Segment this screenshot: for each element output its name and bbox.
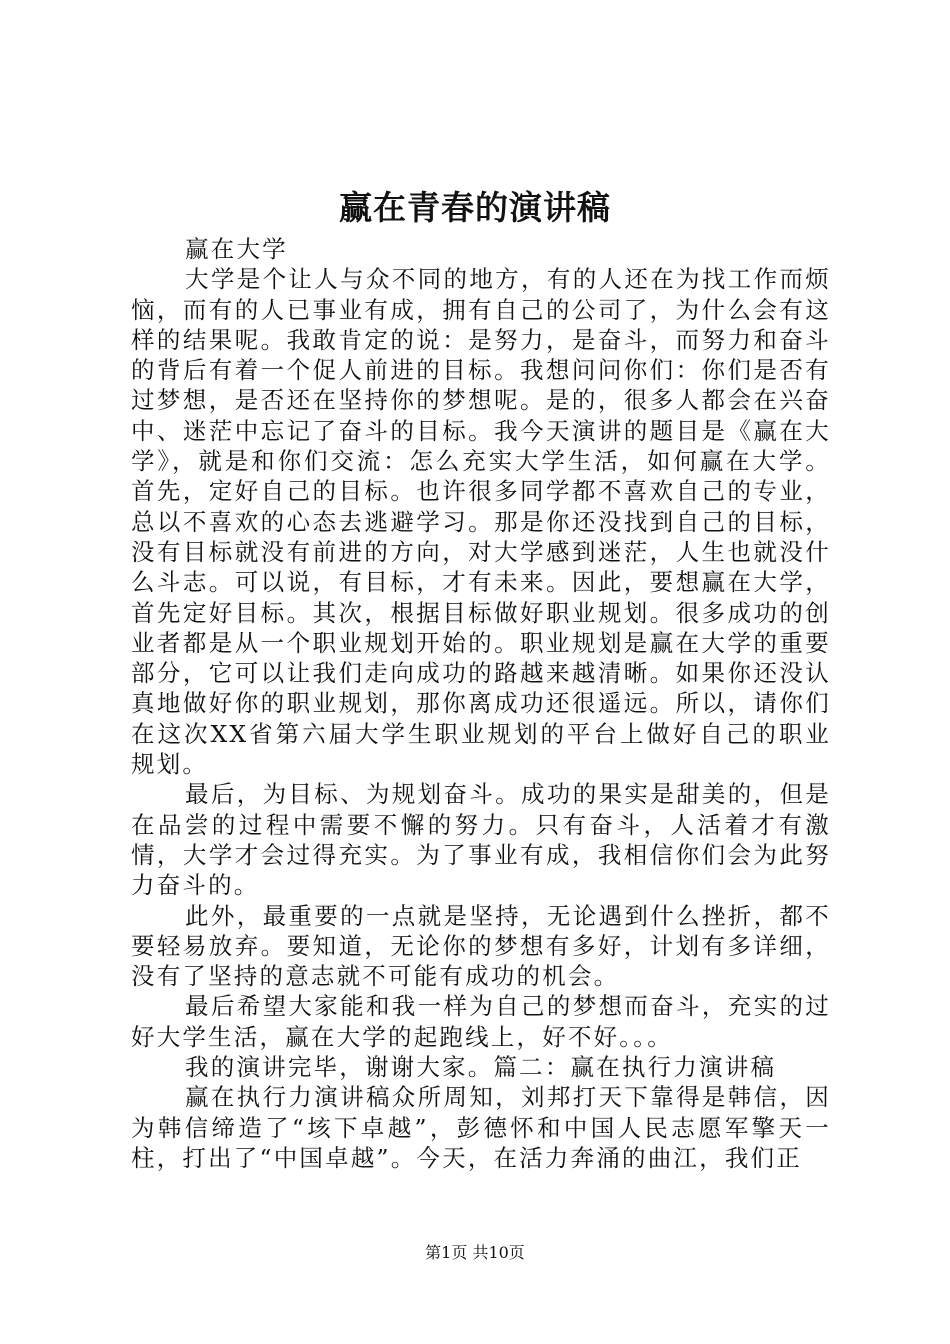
- paragraph: 赢在大学: [185, 235, 288, 263]
- paragraph: 赢在执行力演讲稿众所周知，刘邦打天下靠得是韩信，因为韩信缔造了“垓下卓越”，彭德怀和中国人民志愿军擎天一柱，打出了“中国卓越”。今天，在活力奔涌的曲江，我们正: [131, 1083, 831, 1172]
- paragraph: 我的演讲完毕，谢谢大家。篇二：赢在执行力演讲稿: [185, 1053, 777, 1082]
- document-title: 赢在青春的演讲稿: [339, 188, 611, 227]
- paragraph: 大学是个让人与众不同的地方，有的人还在为找工作而烦恼，而有的人已事业有成，拥有自己的公司了，为什么会有这样的结果呢。我敢肯定的说：是努力，是奋斗，而努力和奋斗的背后有着一个促人前进的目标。我想问问你们：你们是否有过梦想，是否还在坚持你的梦想呢。是的，很多人都会在兴奋中、迷茫中忘记了奋斗的目标。我今天演讲的题目是《赢在大学》，就是和你们交流：怎么充实大学生活，如何赢在大学。首先，定好自己的目标。也许很多同学都不喜欢自己的专业，总以不喜欢的心态去逃避学习。那是你还没找到自己的目标，没有目标就没有前进的方向，对大学感到迷茫，人生也就没什么斗志。可以说，有目标，才有未来。因此，要想赢在大学，首先定好目标。其次，根据目标做好职业规划。很多成功的创业者都是从一个职业规划开始的。职业规划是赢在大学的重要部分，它可以让我们走向成功的路越来越清晰。如果你还没认真地做好你的职业规划，那你离成功还很遥远。所以，请你们在这次XX省第六届大学生职业规划的平台上做好自己的职业规划。: [131, 265, 831, 779]
- document-body: [131, 234, 831, 1173]
- paragraph: 此外，最重要的一点就是坚持，无论遇到什么挫折，都不要轻易放弃。要知道，无论你的梦想有多好，计划有多详细，没有了坚持的意志就不可能有成功的机会。: [131, 901, 831, 991]
- paragraph: 最后，为目标、为规划奋斗。成功的果实是甜美的，但是在品尝的过程中需要不懈的努力。只有奋斗，人活着才有激情，大学才会过得充实。为了事业有成，我相信你们会为此努力奋斗的。: [131, 780, 831, 900]
- paragraph: 最后希望大家能和我一样为自己的梦想而奋斗，充实的过好大学生活，赢在大学的起跑线上，好不好。。。: [131, 992, 831, 1051]
- page-number-footer: 第1页 共10页: [425, 1243, 525, 1262]
